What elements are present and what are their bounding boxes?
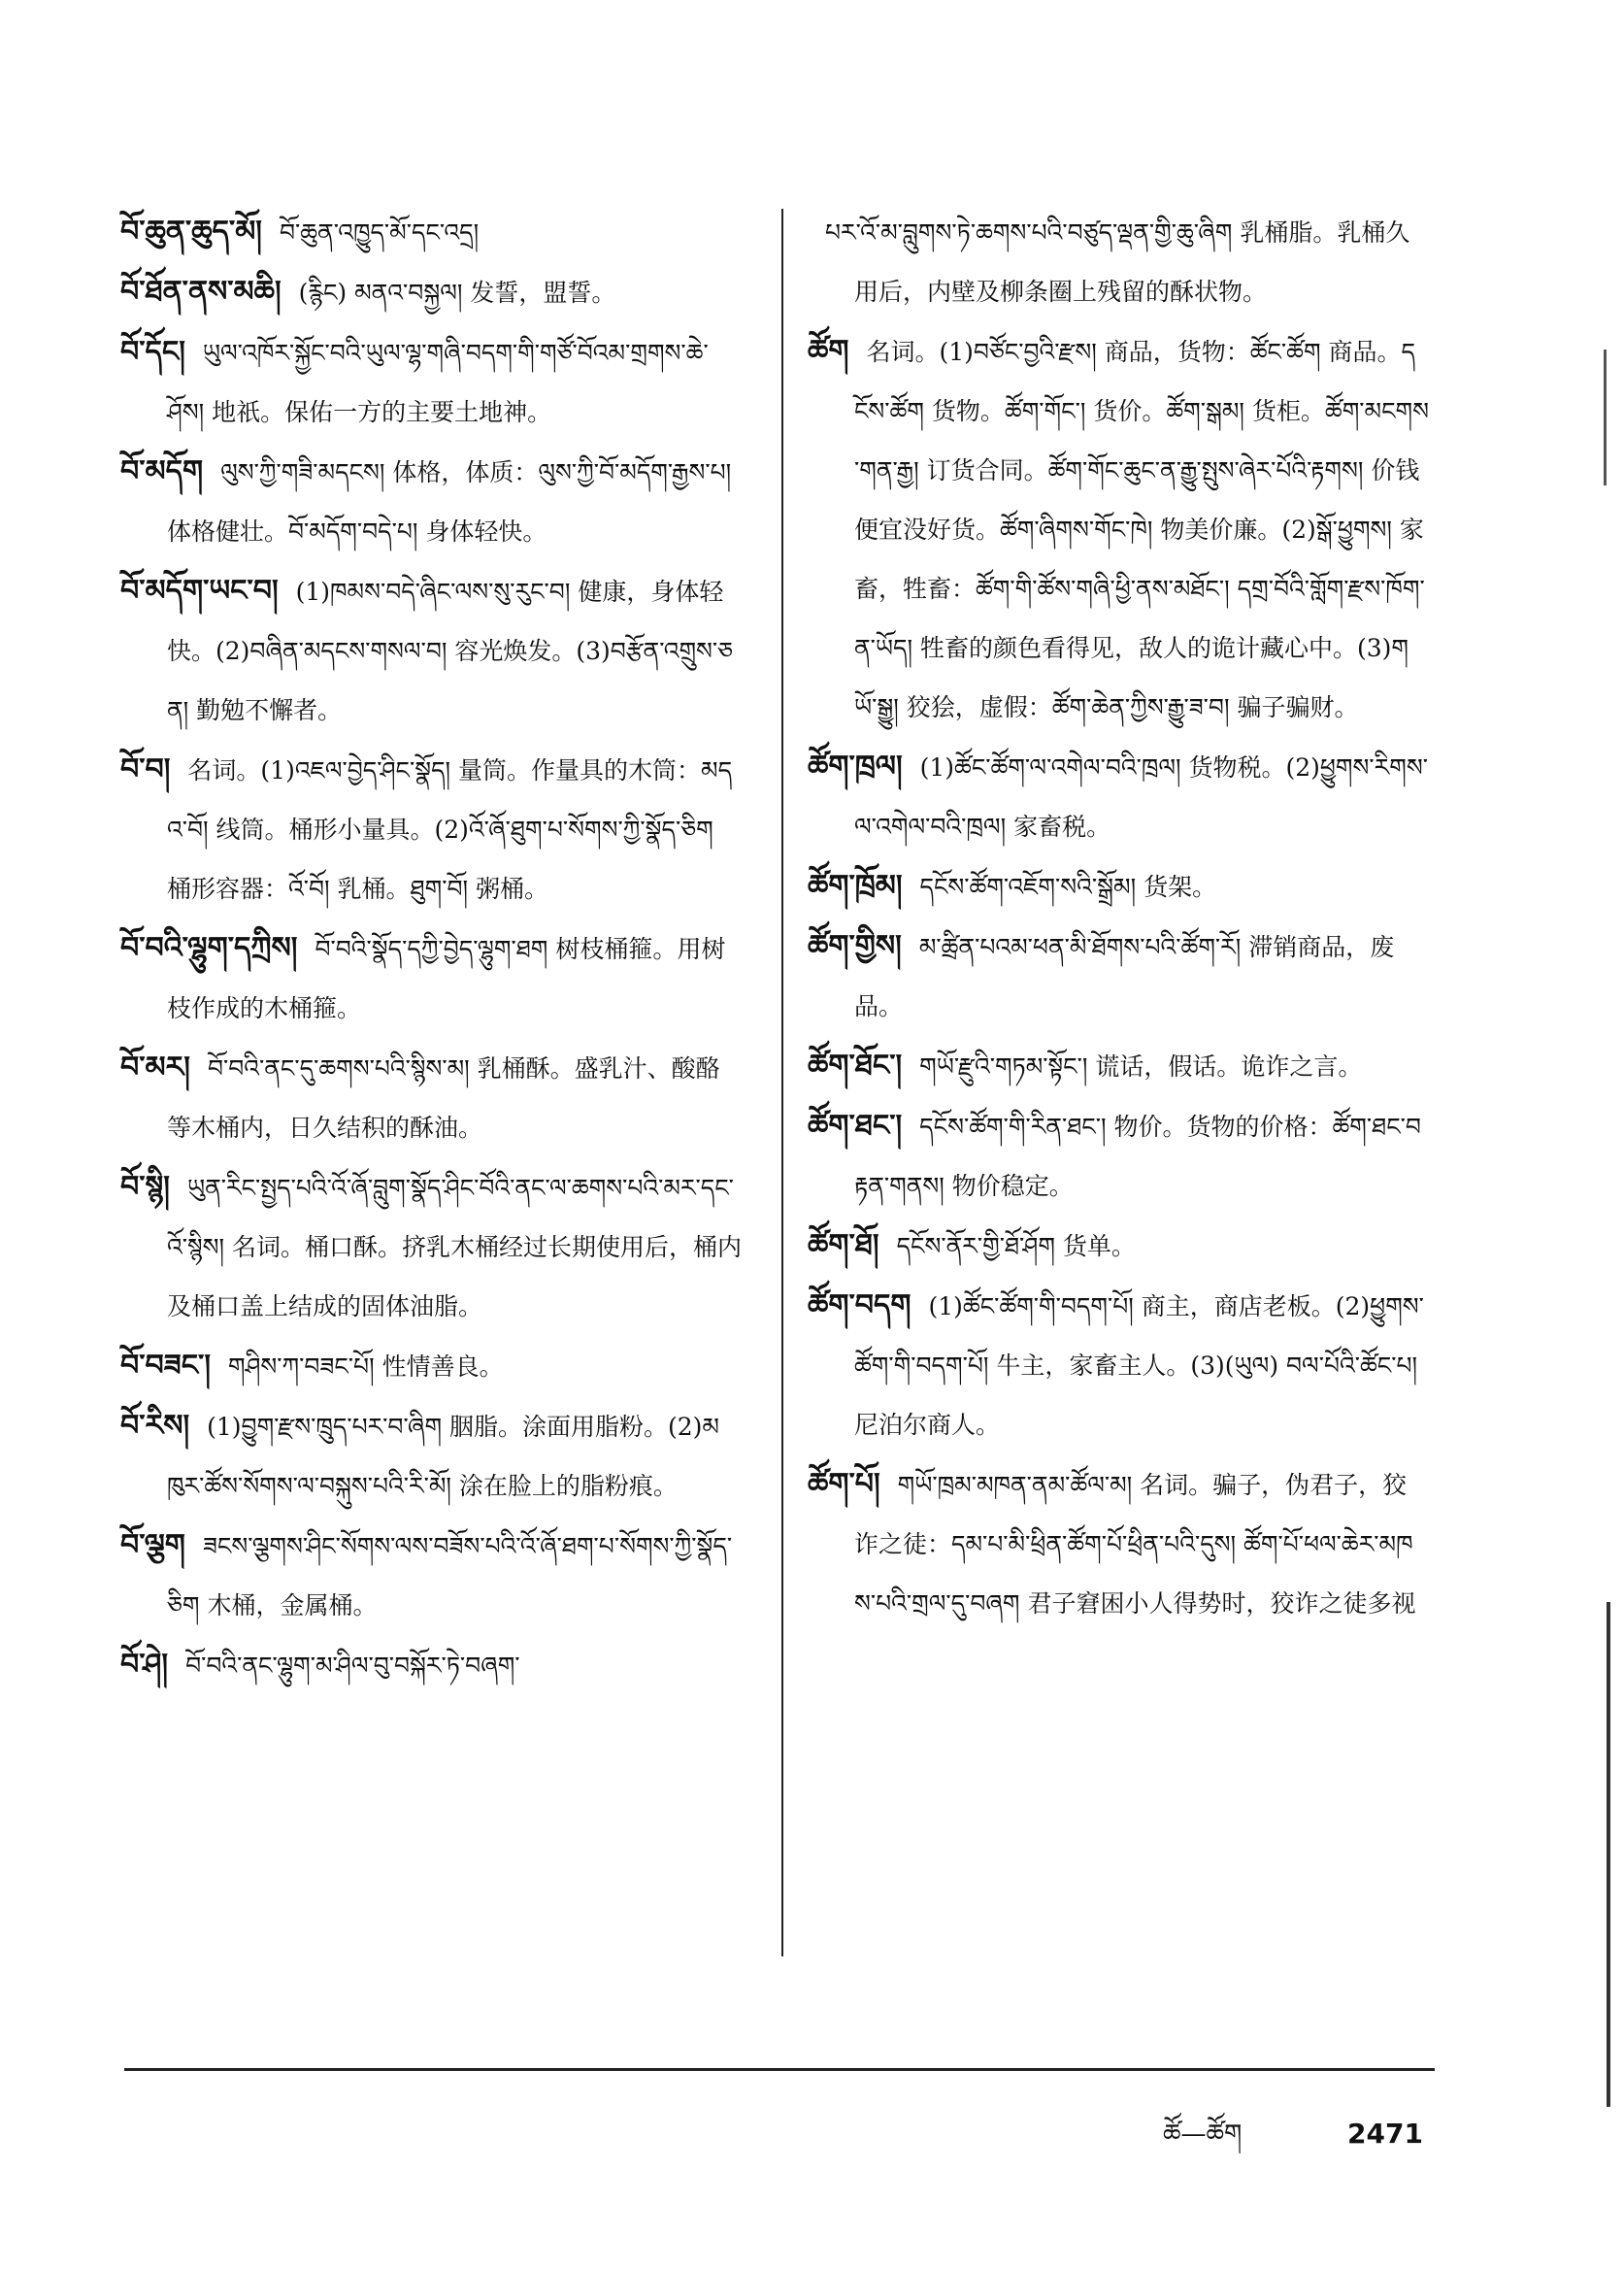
entry-definition: བོ་ཆུན་འཁྱུད་མོ་དང་འདྲ།	[279, 218, 480, 247]
dictionary-entry	[120, 202, 742, 262]
left-column	[120, 202, 742, 1695]
dictionary-entry	[120, 1038, 742, 1157]
entry-headword: བོ་སྙི།	[120, 1170, 170, 1204]
dictionary-entry	[120, 561, 742, 740]
dictionary-entry	[808, 1036, 1429, 1096]
dictionary-entry	[120, 1635, 742, 1695]
dictionary-entry	[120, 1157, 742, 1336]
dictionary-entry	[808, 917, 1429, 1036]
dictionary-entry	[120, 1336, 742, 1396]
entry-definition: བོ་བའི་ནང་དུ་ཆགས་པའི་སྙིས་མ། 乳桶酥。盛乳汁、酸酪等木桶内，日久结积的酥油。	[167, 1054, 720, 1142]
entry-headword: ཚོག་ཐོང་།	[808, 1049, 903, 1083]
dictionary-entry	[808, 1216, 1429, 1276]
entry-definition: (1)ཚོང་ཚོག་ལ་འགེལ་བའི་ཁྲལ། 货物税。(2)ཕྱུགས་རིགས་ལ་འགེལ་བའི་ཁྲལ། 家畜税。	[854, 753, 1428, 841]
entry-definition: དངོས་ནོར་གྱི་ཐོ་ཤོག 货单。	[896, 1232, 1136, 1260]
entry-headword: བོ་ཤེ།	[120, 1648, 169, 1682]
dictionary-entry	[808, 1276, 1429, 1454]
entry-headword: བོ་བ།	[120, 752, 171, 786]
entry-definition: ལུས་ཀྱི་གཟི་མདངས། 体格，体质：ལུས་ཀྱི་བོ་མདོག་རྒྱས་པ། 体格健壮。བོ་མདོག་བདེ་པ། 身体轻快。	[167, 458, 732, 546]
entry-headword: བོ་མདོག	[120, 454, 204, 488]
footer-rule	[124, 2068, 1435, 2071]
entry-definition: གཤིས་ཀ་བཟང་པོ། 性情善良。	[228, 1352, 504, 1381]
entry-headword: བོ་བཟང་།	[120, 1349, 211, 1383]
dictionary-entry	[808, 321, 1429, 737]
column-divider	[781, 209, 783, 1956]
entry-definition: (1)ཁམས་བདེ་ཞིང་ལས་སུ་རུང་བ། 健康，身体轻快。(2)བཞིན་མདངས་གསལ་བ། 容光焕发。(3)བརྩོན་འགྲུས་ཅན། 勤勉不懈者。	[167, 578, 734, 724]
entry-definition: (1)ཚོང་ཚོག་གི་བདག་པོ། 商主，商店老板。(2)ཕྱུགས་ཚོག་གི་བདག་པོ། 牛主，家畜主人。(3)(ཡུལ) བལ་པོའི་ཚོང་པ། 尼泊尔商人。	[854, 1292, 1424, 1439]
running-head: ཚོ—ཚོག	[1163, 2120, 1243, 2149]
page-number: 2471	[1347, 2118, 1423, 2150]
entry-definition: 名词。(1)བཙོང་བྱའི་རྫས། 商品，货物：ཚོང་ཚོག 商品。དངོས་ཚོག 货物。ཚོག་གོང་། 货价。ཚོག་སྒམ། 货柜。ཚོག་མངགས་གན་རྒྱ། 订货合同。ཚོག་གོང་ཆུང་ན་རྒྱུ་སྤུས་ཞེར་པོའི་རྟགས། 价钱便宜没好货。ཚོག་ཞིགས་གོང་ཁེ། 物美价廉。(2)སྒོ་ཕྱུགས། 家畜，牲畜：ཚོག་གི་ཚོས་གཞི་ཕྱི་ནས་མཐོང་། དགྲ་བོའི་གློག་རྫས་ཁོག་ན་ཡོད། 牲畜的颜色看得见，敌人的诡计藏心中。(3)གཡོ་སྒྱུ། 狡狯，虚假：ཚོག་ཆེན་ཀྱིས་རྒྱུ་ཟ་བ། 骗子骗财。	[854, 338, 1429, 721]
entry-definition: 名词。(1)འཇལ་བྱེད་ཤིང་སྣོད། 量筒。作量具的木筒：མདའ་བོ། 线筒。桶形小量具。(2)འོ་ཞོ་ཐུག་པ་སོགས་ཀྱི་སྣོད་ཅིག 桶形容器：འོ་བོ། 乳桶。ཐུག་བོ། 粥桶。	[167, 756, 733, 903]
entry-definition: གཡོ་རྫུའི་གཏམ་སྟོང་། 谎话，假话。诡诈之言。	[919, 1052, 1363, 1081]
entry-headword: བོ་བའི་ལྷུག་དཀྲིས།	[120, 931, 298, 965]
entry-headword: ཚོག་ཐོ།	[808, 1228, 879, 1262]
dictionary-entry	[808, 856, 1429, 917]
dictionary-entry	[120, 1396, 742, 1516]
entry-headword: བོ་ལྕག	[120, 1528, 185, 1562]
right-column	[808, 202, 1429, 1633]
entry-headword: བོ་དོང།	[120, 335, 185, 369]
entry-headword: བོ་ཆུན་ཆུད་མོ།	[120, 215, 262, 249]
dictionary-entry	[808, 202, 1429, 321]
entry-definition: ཡུན་རིང་སྤྱད་པའི་འོ་ཞོ་བླུག་སྣོད་ཤིང་བོའི་ནང་ལ་ཆགས་པའི་མར་དང་འོ་སྙིས། 名词。桶口酥。挤乳木桶经过长期使用后，桶内及桶口盖上结成的固体油脂。	[167, 1174, 742, 1320]
dictionary-entry	[120, 322, 742, 442]
entry-definition: བོ་བའི་ནང་ལྷུག་མ་ཤིལ་བུ་བསྐོར་ཏེ་བཞག་	[185, 1652, 520, 1680]
entry-definition: གཡོ་ཁྲམ་མཁན་ནམ་ཚོལ་མ། 名词。骗子，伪君子，狡诈之徒：དམ་པ་མི་ཕྲིན་ཚོག་པོ་ཕྲིན་པའི་དུས། ཚོག་པོ་ཕལ་ཆེར་མཁས་པའི་གྲལ་དུ་བཞག 君子窘困小人得势时，狡诈之徒多视	[854, 1471, 1416, 1618]
entry-definition: (རྙིང) མནའ་བསྐྱལ། 发誓，盟誓。	[298, 279, 616, 307]
dictionary-entry	[120, 442, 742, 561]
dictionary-entry	[808, 737, 1429, 856]
entry-definition: པར་འོ་མ་བླུགས་ཏེ་ཆགས་པའི་བཙུད་ལྡན་གྱི་ཆུ་ཞིག 乳桶脂。乳桶久用后，内壁及柳条圈上残留的酥状物。	[825, 218, 1410, 306]
entry-headword: ཚོག་ཁྲོམ།	[808, 869, 903, 903]
dictionary-entry	[808, 1454, 1429, 1633]
dictionary-entry	[808, 1096, 1429, 1216]
dictionary-entry	[120, 918, 742, 1038]
entry-definition: བོ་བའི་སྣོད་དཀྱི་བྱེད་ལྷུག་ཐག 树枝桶箍。用树枝作成的木桶箍。	[167, 935, 726, 1022]
dictionary-entry	[120, 262, 742, 322]
entry-headword: ཚོག་ཐང་།	[808, 1109, 903, 1143]
entry-definition: ཟངས་ལྕགས་ཤིང་སོགས་ལས་བཟོས་པའི་འོ་ཞོ་ཐག་པ་སོགས་ཀྱི་སྣོད་ཅིག 木桶，金属桶。	[167, 1532, 733, 1619]
entry-headword: ཚོག་ཁྲལ།	[808, 750, 903, 784]
entry-headword: ཚོག་བདག	[808, 1288, 911, 1322]
dictionary-entry	[120, 1516, 742, 1635]
entry-headword: ཚོག་གྱིས།	[808, 929, 902, 963]
entry-definition: མ་ཚྲིན་པའམ་ཕན་མི་ཐོགས་པའི་ཚོག་རོ། 滞销商品，废品。	[854, 933, 1395, 1020]
entry-headword: ཚོག་པོ།	[808, 1467, 880, 1501]
entry-definition: ཡུལ་འཁོར་སྐྱོང་བའི་ཡུལ་ལྷ་གཞི་བདག་གི་གཙོ་བོའམ་གྲགས་ཆེ་ཤོས། 地祇。保佑一方的主要土地神。	[167, 339, 709, 426]
dictionary-entry	[120, 740, 742, 918]
entry-headword: བོ་མདོག་ཡང་བ།	[120, 574, 279, 608]
entry-definition: དངོས་ཚོག་འཇོག་སའི་སྒྲོམ། 货架。	[919, 873, 1217, 901]
entry-headword: བོ་ཐོན་ནས་མཆི།	[120, 275, 282, 309]
entry-definition: (1)བྱུག་རྫས་ཁྲུད་པར་བ་ཞིག 胭脂。涂面用脂粉。(2)མཁུར་ཚོས་སོགས་ལ་བསྐུས་པའི་རི་མོ། 涂在脸上的脂粉痕。	[167, 1413, 719, 1500]
entry-headword: ཚོག	[808, 334, 849, 368]
entry-headword: བོ་རིས།	[120, 1409, 190, 1443]
entry-headword: བོ་མར།	[120, 1051, 190, 1085]
scan-edge-mark	[1604, 350, 1607, 485]
scan-edge-mark	[1607, 1602, 1610, 2107]
entry-definition: དངོས་ཚོག་གི་རིན་ཐང་། 物价。货物的价格：ཚོག་ཐང་བརྟན་གནས། 物价稳定。	[854, 1113, 1421, 1200]
